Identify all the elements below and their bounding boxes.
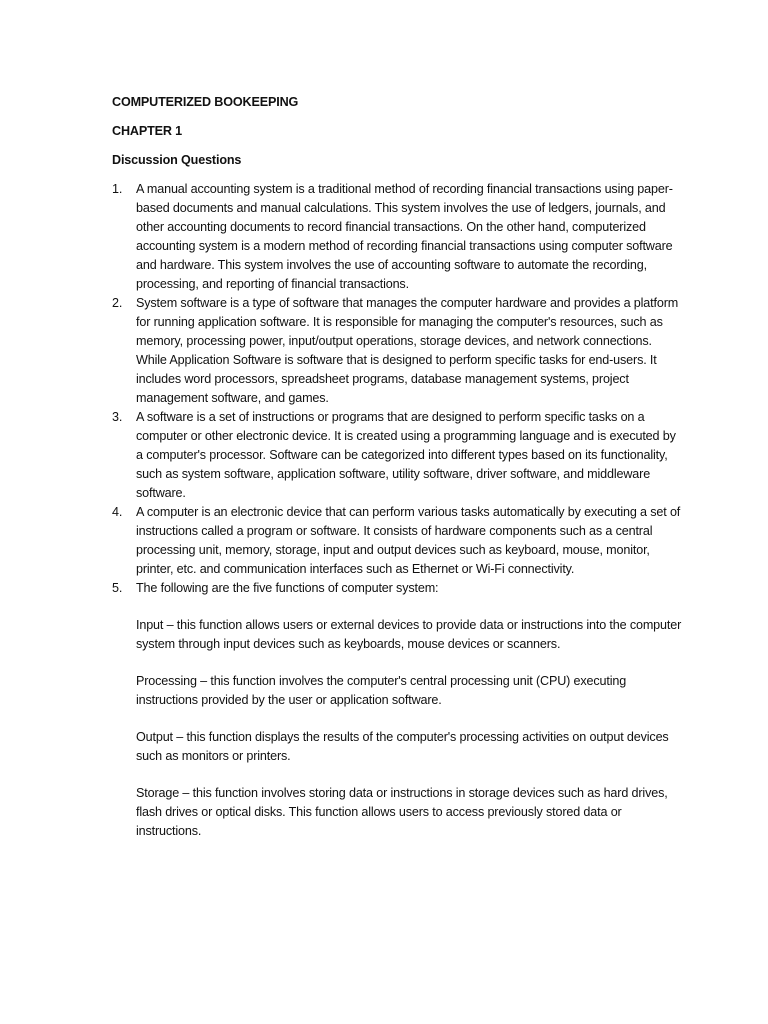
function-storage: Storage – this function involves storing data or instructions in storage devices such as hard drives, flash drives or optical disks. This function allows users to access previously stored data or instructions. [136,786,668,838]
list-item [112,503,682,579]
list-item [112,579,682,841]
document-body [112,93,682,841]
list-item-number: 1. [112,182,123,196]
function-output: Output – this function displays the results of the computer's processing activities on output devices such as monitors or printers. [136,730,669,763]
section-heading: Discussion Questions [112,153,242,167]
list-item-text: A software is a set of instructions or programs that are designed to perform specific tasks on a computer or other electronic device. It is created using a programming language and is executed by a computer's processor. Software can be categorized into different types based on its functionality, such as system software, application software, utility software, driver software, and middleware software. [136,410,676,500]
list-item-text: A manual accounting system is a traditional method of recording financial transactions using paper-based documents and manual calculations. This system involves the use of ledgers, journals, and other accounting documents to record financial transactions. On the other hand, computerized accounting system is a modern method of recording financial transactions using computer software and hardware. This system involves the use of accounting software to automate the recording, processing, and reporting of financial transactions. [136,182,673,291]
function-input: Input – this function allows users or external devices to provide data or instructions into the computer system through input devices such as keyboards, mouse devices or scanners. [136,618,682,651]
chapter-heading: CHAPTER 1 [112,124,183,138]
list-item-number: 4. [112,505,123,519]
list-item [112,408,682,503]
document-title: COMPUTERIZED BOOKEEPING [112,95,299,109]
questions-list [112,180,682,841]
list-item-number: 5. [112,581,123,595]
list-item [112,180,682,294]
list-item-text: A computer is an electronic device that can perform various tasks automatically by executing a set of instructions called a program or software. It consists of hardware components such as a central processing unit, memory, storage, input and output devices such as keyboard, mouse, monitor, printer, etc. and communication interfaces such as Ethernet or Wi-Fi connectivity. [136,505,681,576]
list-item-text: The following are the five functions of computer system: [136,581,439,595]
list-item-number: 3. [112,410,123,424]
list-item-text: System software is a type of software that manages the computer hardware and provides a platform for running application software. It is responsible for managing the computer's resources, such as memory, processing power, input/output operations, storage devices, and network connections. While Application Software is software that is designed to perform specific tasks for end-users. It includes word processors, spreadsheet programs, database management systems, project management software, and games. [136,296,679,405]
function-processing: Processing – this function involves the computer's central processing unit (CPU) executing instructions provided by the user or application software. [136,674,627,707]
list-item-number: 2. [112,296,123,310]
list-item [112,294,682,408]
